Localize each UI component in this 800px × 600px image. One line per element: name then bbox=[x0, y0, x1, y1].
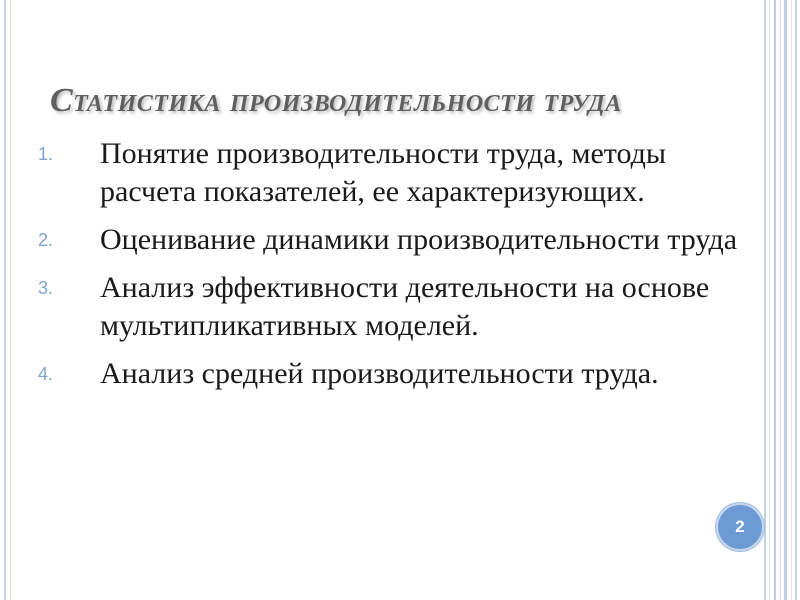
list-item bbox=[38, 221, 738, 259]
left-frame-line bbox=[4, 0, 6, 600]
list-item-text: Анализ средней производительности труда. bbox=[100, 357, 659, 390]
slide-title: Статистика производительности труда bbox=[50, 82, 622, 119]
stripe bbox=[769, 0, 770, 600]
stripe bbox=[791, 0, 792, 600]
list-item-number: 2. bbox=[38, 230, 54, 250]
list-item-number: 1. bbox=[38, 144, 54, 164]
list-item bbox=[38, 355, 738, 393]
list-item bbox=[38, 135, 738, 211]
right-decorative-stripes bbox=[764, 0, 800, 600]
list-item-text: Анализ эффективности деятельности на основе мультипликативных моделей. bbox=[100, 271, 710, 342]
list-item-number: 3. bbox=[38, 278, 54, 298]
topic-list bbox=[38, 135, 738, 403]
list-item-text: Понятие производительности труда, методы расчета показателей, ее характеризующих. bbox=[100, 137, 667, 208]
left-frame-inner-line bbox=[10, 0, 11, 600]
stripe bbox=[764, 0, 766, 600]
list-item-text: Оценивание динамики производительности труда bbox=[100, 223, 738, 256]
page-number-badge: 2 bbox=[716, 503, 764, 551]
stripe bbox=[795, 0, 797, 600]
stripe bbox=[784, 0, 787, 600]
stripe bbox=[780, 0, 781, 600]
list-item-number: 4. bbox=[38, 364, 54, 384]
list-item bbox=[38, 269, 738, 345]
stripe bbox=[774, 0, 776, 600]
